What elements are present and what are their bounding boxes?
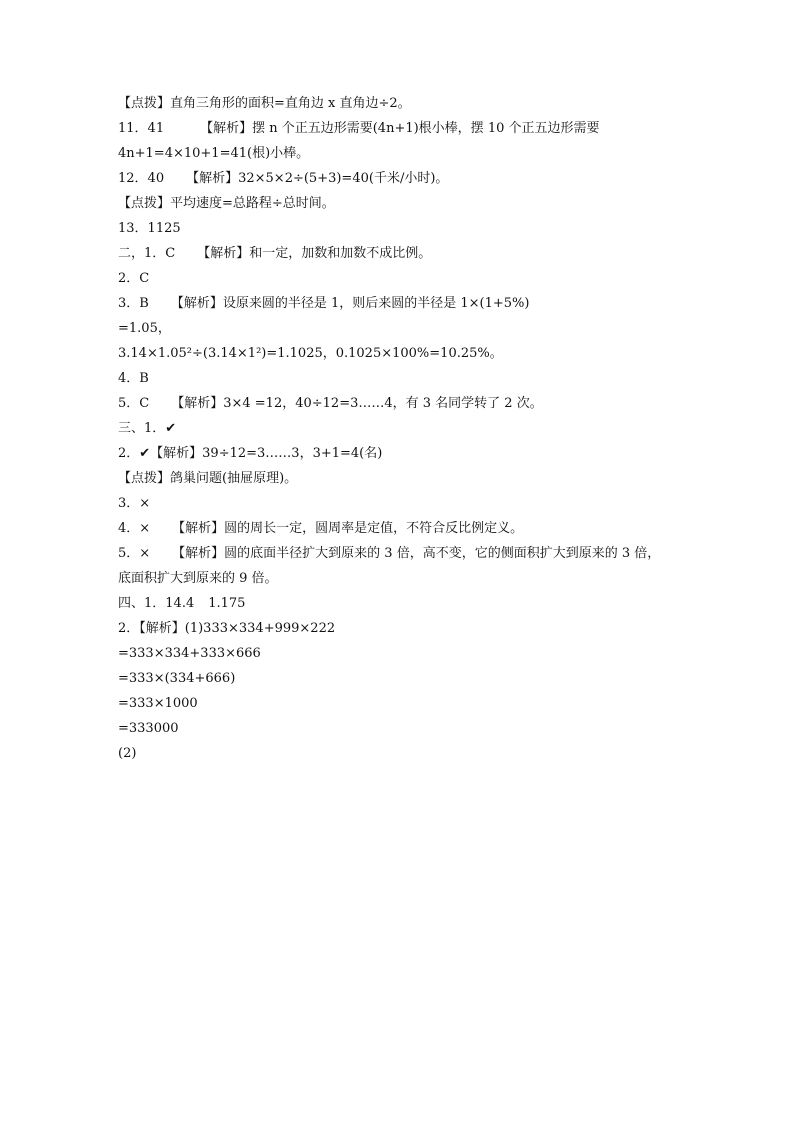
analysis-text: 【解析】3×4 =12，40÷12=3……4，有 3 名同学转了 2 次。	[171, 396, 543, 411]
text-line	[118, 396, 543, 412]
text-line: 2．C	[118, 271, 150, 286]
text-line: =1.05，	[118, 321, 171, 336]
text-line: 13．1125	[118, 221, 181, 236]
text-line	[118, 246, 431, 262]
text-line: (2)	[118, 746, 137, 761]
analysis-text: 【解析】圆的底面半径扩大到原来的 3 倍，高不变，它的侧面积扩大到原来的 3 倍，	[172, 546, 661, 561]
text-line: 4n+1=4×10+1=41(根)小棒。	[118, 146, 310, 161]
text-line: 3．×	[118, 496, 151, 511]
analysis-text: 【解析】32×5×2÷(5+3)=40(千米/小时)。	[186, 171, 449, 186]
text-line: 2．✔【解析】39÷12=3……3，3+1=4(名)	[118, 446, 383, 461]
text-line: 底面积扩大到原来的 9 倍。	[118, 571, 278, 586]
text-line: =333000	[118, 721, 179, 736]
analysis-text: 【解析】圆的周长一定，圆周率是定值，不符合反比例定义。	[172, 521, 524, 536]
text-line: 三、1．✔	[118, 421, 177, 436]
answer-number: 12．40	[118, 171, 165, 186]
text-line	[118, 296, 529, 312]
text-line	[118, 121, 600, 137]
text-line: =333×1000	[118, 696, 198, 711]
text-line	[118, 546, 660, 562]
answer-number: 5．C	[118, 396, 150, 411]
answer-number: 3．B	[118, 296, 149, 311]
analysis-text: 【解析】设原来圆的半径是 1，则后来圆的半径是 1×(1+5%)	[170, 296, 530, 311]
text-line: 【点拨】直角三角形的面积=直角边 x 直角边÷2。	[118, 96, 411, 111]
text-line: 【点拨】平均速度=总路程÷总时间。	[118, 196, 335, 211]
text-line: 【点拨】鸽巢问题(抽屉原理)。	[118, 471, 298, 486]
text-line	[118, 171, 448, 187]
text-line: =333×(334+666)	[118, 671, 236, 686]
text-line: =333×334+333×666	[118, 646, 261, 661]
analysis-text: 【解析】摆 n 个正五边形需要(4n+1)根小棒，摆 10 个正五边形需要	[200, 121, 600, 136]
text-line: 3.14×1.05²÷(3.14×1²)=1.1025，0.1025×100%=10.25%。	[118, 346, 503, 361]
text-line	[118, 521, 523, 537]
answer-number: 二，1．C	[118, 246, 176, 261]
analysis-text: 【解析】和一定，加数和加数不成比例。	[197, 246, 432, 261]
text-line	[118, 596, 245, 612]
text-line: 4．B	[118, 371, 149, 386]
answer-number: 4．×	[118, 521, 151, 536]
answer-number: 11．41	[118, 121, 165, 136]
answer-number: 5．×	[118, 546, 151, 561]
answer-value: 1.175	[208, 596, 246, 611]
text-line: 2．【解析】(1)333×334+999×222	[118, 621, 336, 636]
answer-number: 四、1．14.4	[118, 596, 195, 611]
